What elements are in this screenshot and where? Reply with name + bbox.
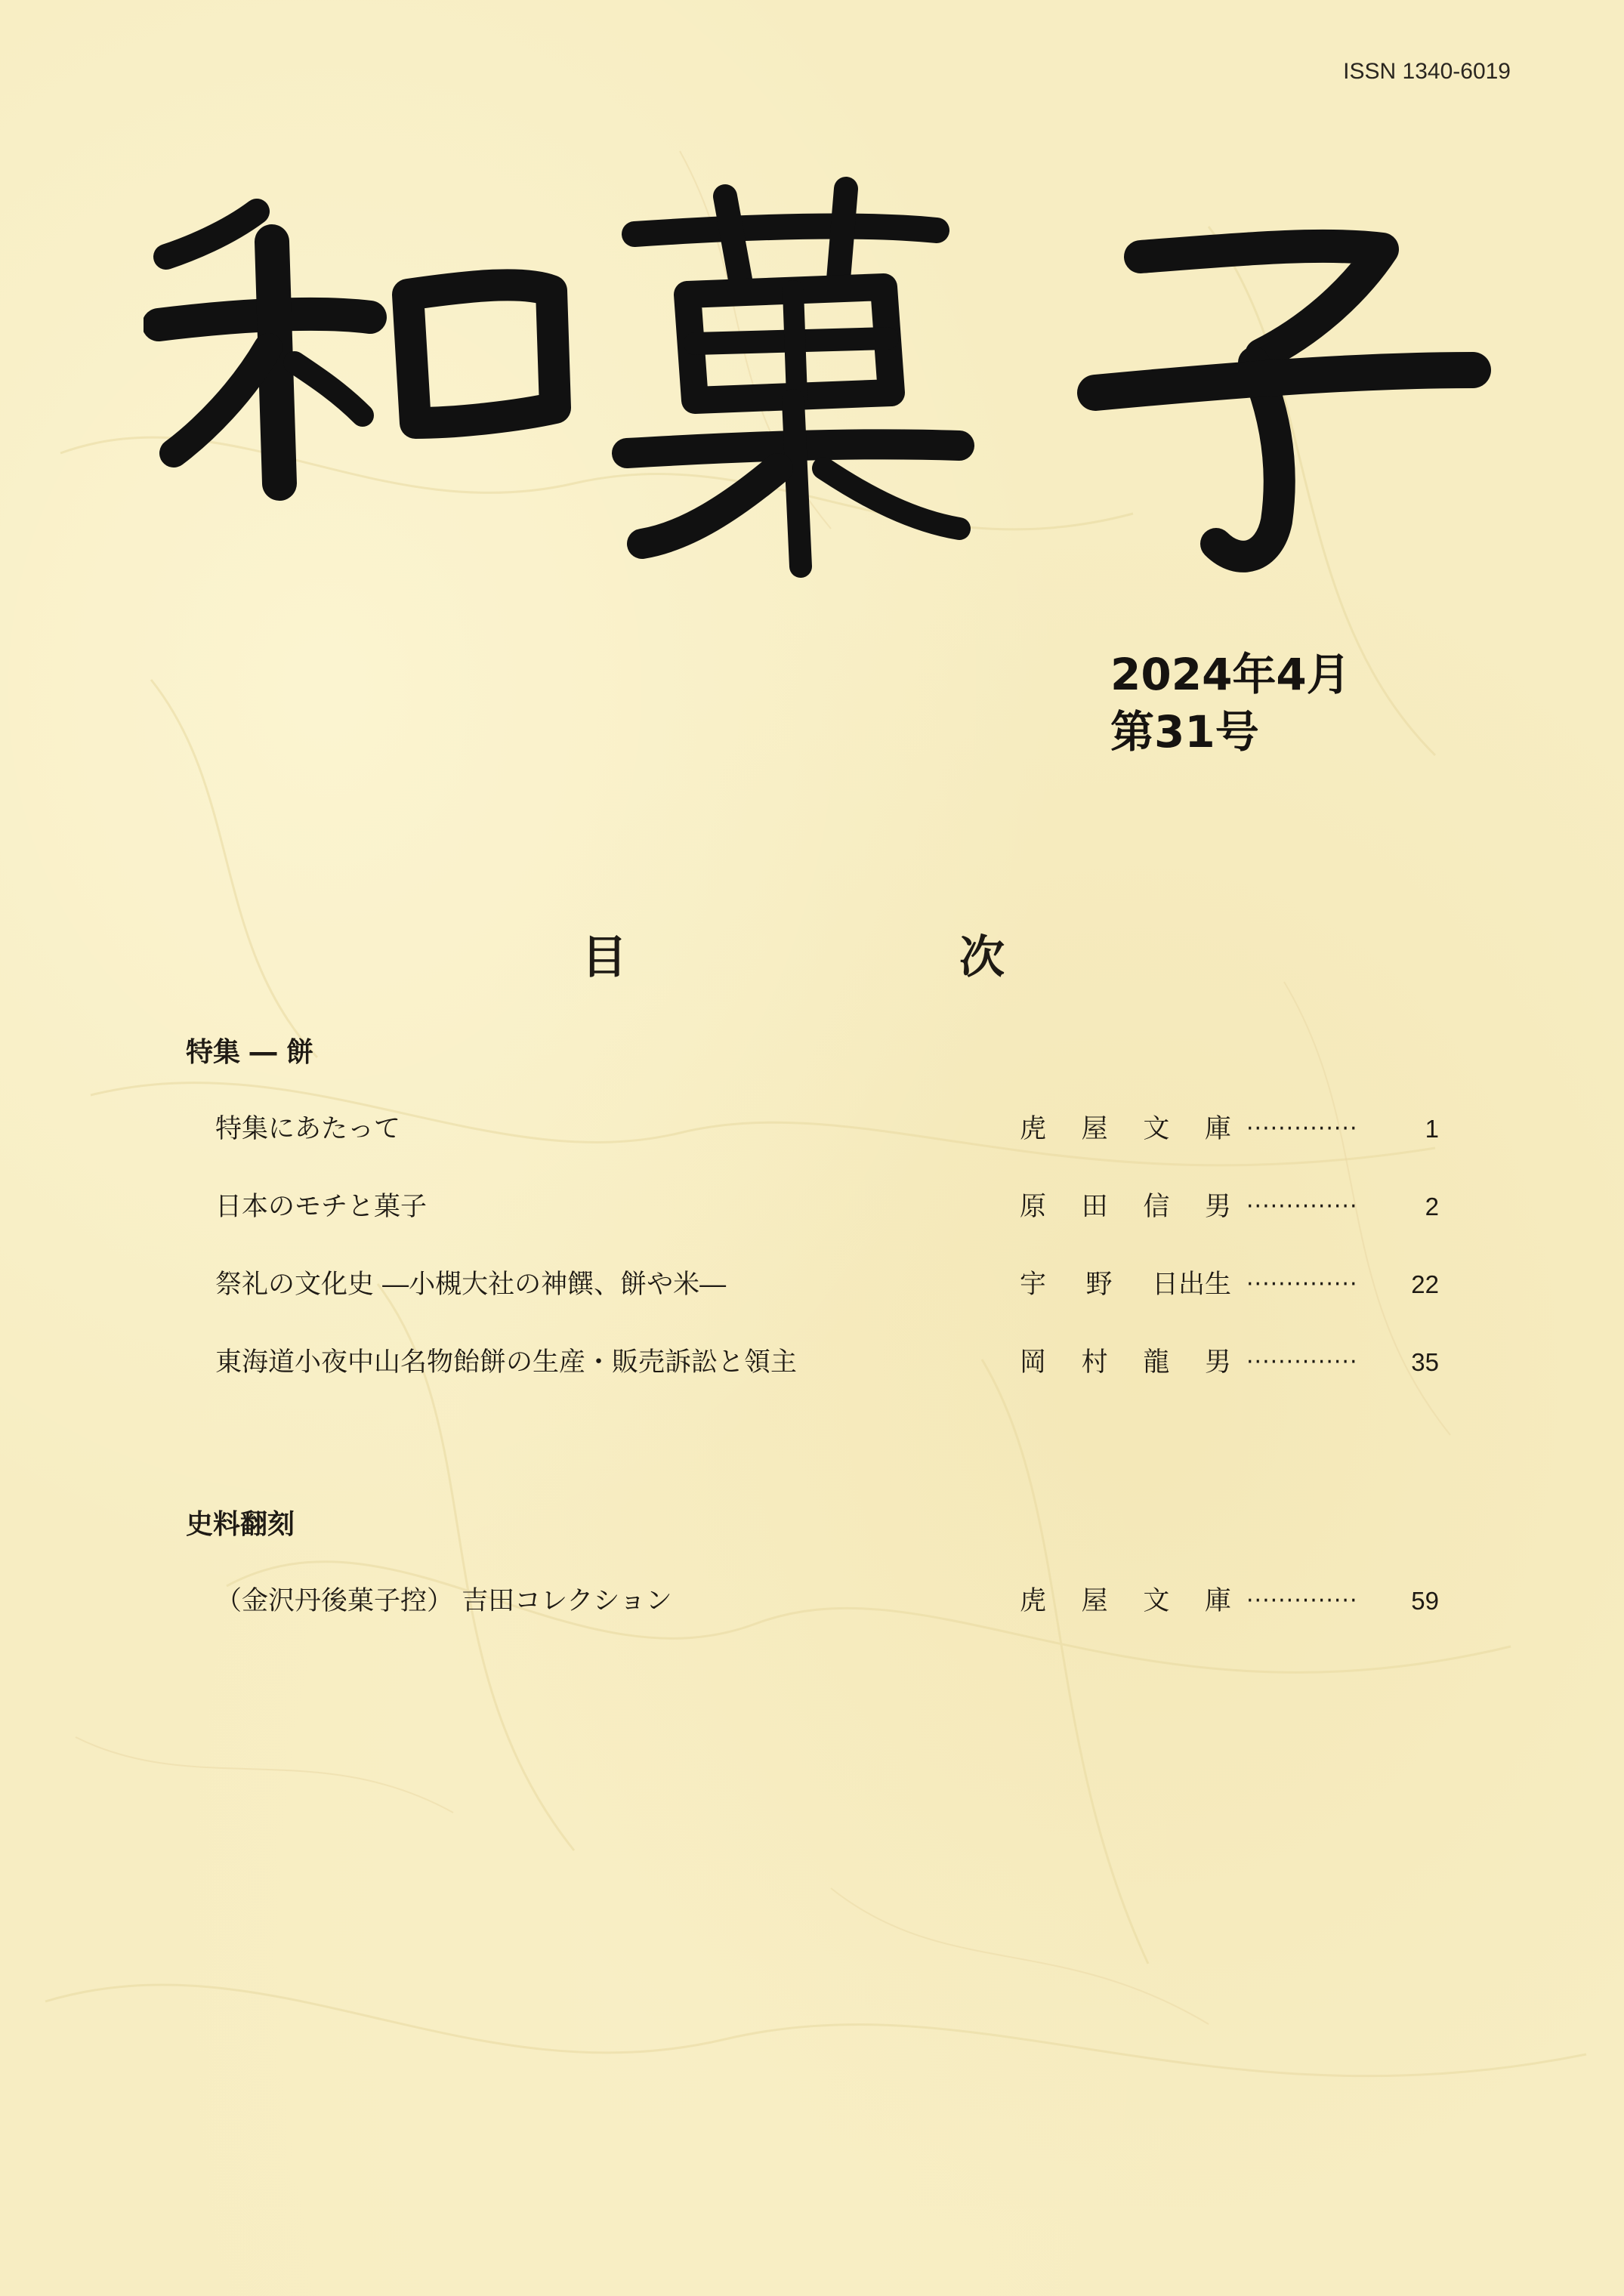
toc-entry[interactable] xyxy=(215,1188,1439,1226)
toc-heading xyxy=(582,921,1005,986)
dot-leader: ·············· xyxy=(1246,1116,1358,1142)
entry-title: 東海道小夜中山名物飴餅の生産・販売訴訟と領主 xyxy=(215,1347,798,1378)
entry-title: 日本のモチと菓子 xyxy=(215,1192,428,1222)
entry-author: 虎 屋 文 庫 xyxy=(1020,1586,1231,1616)
toc-entry[interactable] xyxy=(215,1266,1439,1304)
entry-author: 宇 野 日出生 xyxy=(1020,1270,1231,1300)
entry-author: 虎 屋 文 庫 xyxy=(1020,1114,1231,1144)
entry-page: 1 xyxy=(1425,1115,1439,1143)
entry-page: 22 xyxy=(1411,1270,1439,1298)
entry-author: 岡 村 龍 男 xyxy=(1020,1347,1231,1378)
toc-entry[interactable] xyxy=(215,1344,1439,1381)
entry-author: 原 田 信 男 xyxy=(1020,1192,1231,1222)
dot-leader: ·············· xyxy=(1246,1193,1358,1220)
entry-title: 祭礼の文化史 ―小槻大社の神饌、餅や米― xyxy=(215,1270,727,1300)
entry-page: 35 xyxy=(1411,1348,1439,1376)
issue-date: 2024年4月 xyxy=(1110,649,1351,700)
entry-page: 59 xyxy=(1411,1587,1439,1615)
entry-title: （金沢丹後菓子控） 吉田コレクション xyxy=(215,1586,672,1616)
entry-page: 2 xyxy=(1425,1193,1439,1221)
issue-info xyxy=(1110,646,1351,761)
toc-heading-left: 目 xyxy=(582,931,627,984)
toc-heading-right: 次 xyxy=(959,931,1005,984)
toc-entry[interactable] xyxy=(215,1110,1439,1148)
dot-leader: ·············· xyxy=(1246,1349,1358,1375)
brush-calligraphy-title xyxy=(144,166,1503,589)
issn-number: ISSN 1340-6019 xyxy=(1343,59,1511,84)
toc-entry[interactable] xyxy=(215,1582,1439,1620)
dot-leader: ·············· xyxy=(1246,1588,1358,1614)
dot-leader: ·············· xyxy=(1246,1271,1358,1298)
entry-title: 特集にあたって xyxy=(215,1114,401,1144)
issue-number: 第31号 xyxy=(1110,706,1259,758)
section-title-transcription: 史料翻刻 xyxy=(186,1509,295,1540)
section-title-feature: 特集 ― 餅 xyxy=(186,1037,314,1068)
